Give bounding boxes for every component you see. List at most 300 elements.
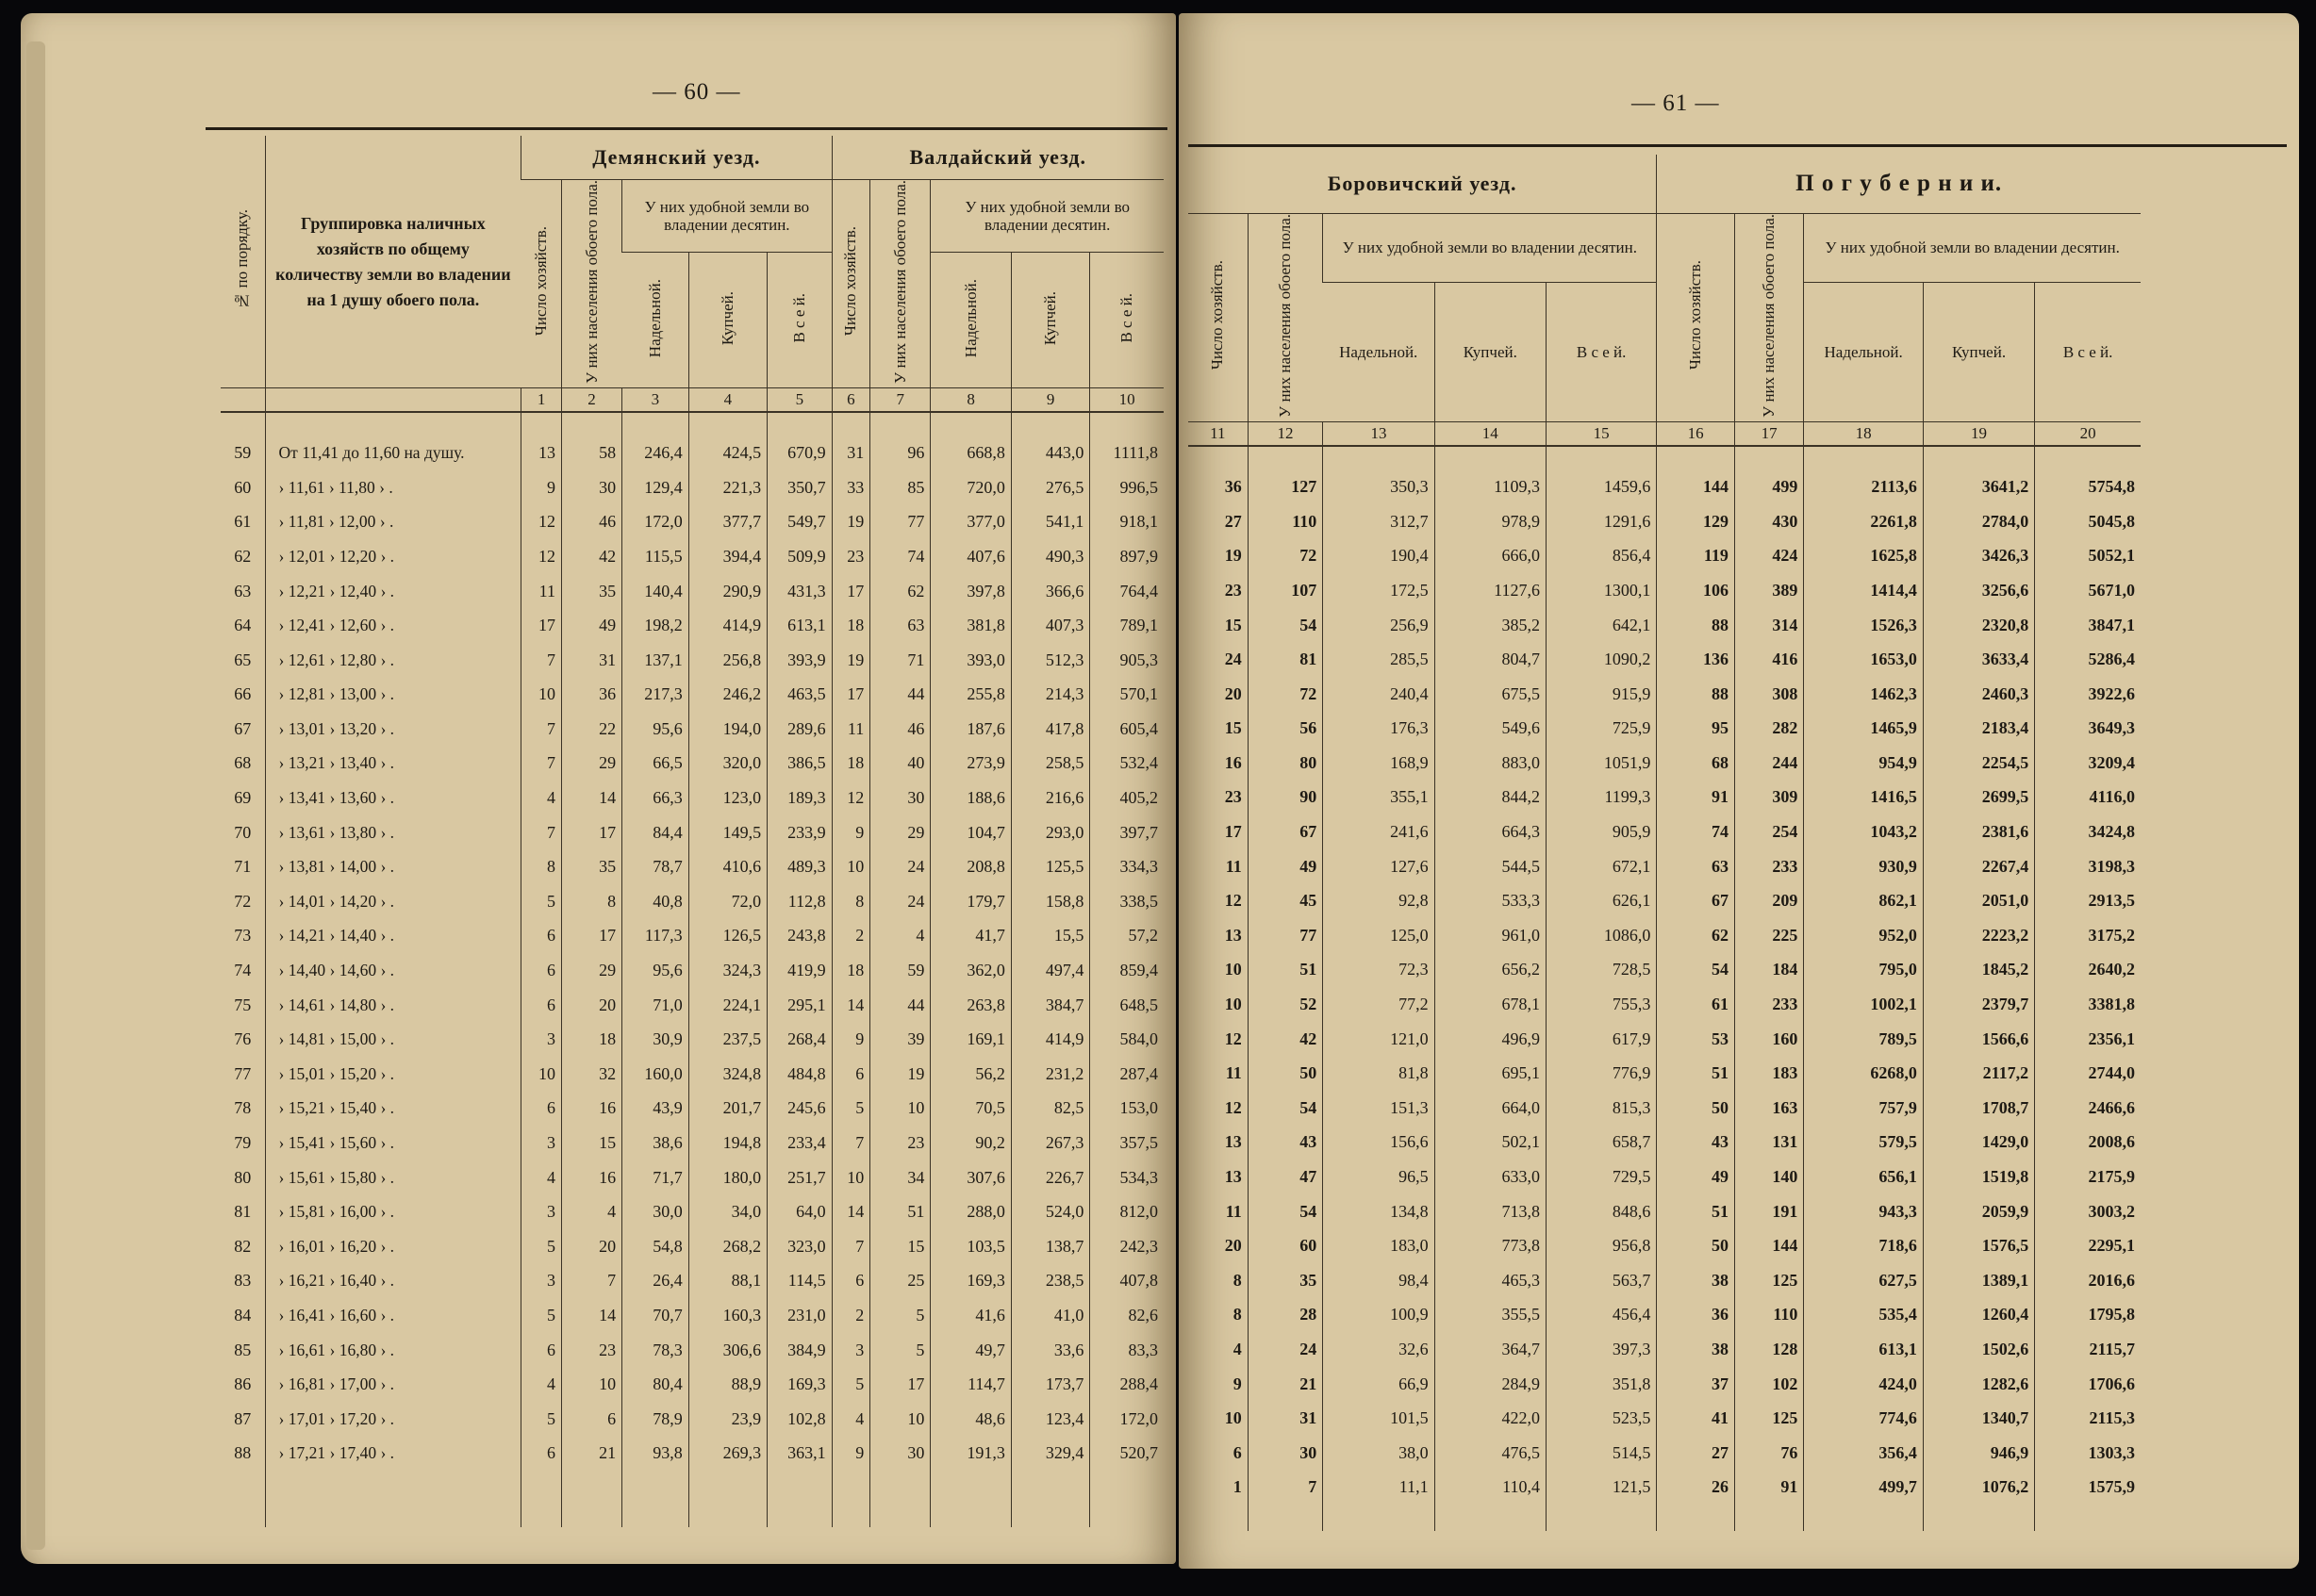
table-cell: 2 [832,919,870,954]
table-cell: 1090,2 [1546,642,1656,677]
table-cell: 773,8 [1434,1228,1546,1263]
table-row [221,539,1164,574]
table-cell: 18 [832,608,870,643]
table-cell: 5754,8 [2035,446,2141,504]
table-cell: 1502,6 [1923,1332,2034,1367]
row-group-range: › 12,01 › 12,20 › . [265,539,521,574]
table-cell: 201,7 [688,1092,767,1127]
table-cell: 8 [521,849,562,884]
table-row [221,1367,1164,1402]
table-cell: 996,5 [1090,470,1164,505]
table-cell: 243,8 [768,919,832,954]
table-cell: 49 [1248,849,1323,884]
table-row [221,747,1164,782]
statistics-table-left [221,136,1164,1527]
row-group-range: › 15,81 › 16,00 › . [265,1194,521,1229]
table-cell: 33 [832,470,870,505]
table-cell: 804,7 [1434,642,1546,677]
row-group-range: › 12,61 › 12,80 › . [265,643,521,678]
table-cell: 10 [870,1402,931,1437]
table-cell: 306,6 [688,1333,767,1368]
table-cell: 23 [832,539,870,574]
table-cell: 17 [561,815,621,850]
table-cell: 151,3 [1323,1091,1434,1126]
table-cell: 29 [561,747,621,782]
table-row [221,412,1164,470]
table-cell: 570,1 [1090,677,1164,712]
table-cell: 484,8 [768,1057,832,1092]
table-cell: 231,0 [768,1298,832,1333]
table-cell: 34 [870,1160,931,1195]
table-cell: 35 [1248,1263,1323,1298]
table-cell: 2254,5 [1923,746,2034,781]
table-cell: 44 [870,988,931,1023]
table-cell: 11 [1225,1063,1242,1083]
table-cell: 169,1 [931,1022,1012,1057]
table-cell: 10 [832,1160,870,1195]
table-row [221,1194,1164,1229]
table-cell: 2744,0 [2035,1056,2141,1091]
table-cell: 6 [832,1057,870,1092]
table-cell: 8 [832,884,870,919]
table-cell: 815,3 [1546,1091,1656,1126]
row-number: 81 [234,1202,252,1222]
row-group-range: › 15,61 › 15,80 › . [265,1160,521,1195]
table-row [1188,883,2141,918]
table-cell: 12 [1224,1097,1242,1117]
row-number: 69 [234,788,252,808]
table-cell: 12 [521,505,562,540]
table-cell: 4 [1232,1339,1242,1358]
table-cell: 6 [1232,1442,1242,1462]
row-number: 75 [234,995,252,1014]
table-cell: 534,3 [1090,1160,1164,1195]
table-cell: 42 [1248,1022,1323,1057]
table-cell: 50 [1248,1056,1323,1091]
table-cell: 897,9 [1090,539,1164,574]
table-cell: 241,6 [1323,814,1434,849]
table-cell: 499,7 [1804,1471,1923,1506]
table-cell: 523,5 [1546,1401,1656,1436]
row-group-range: › 13,61 › 13,80 › . [265,815,521,850]
table-cell: 2117,2 [1923,1056,2034,1091]
table-row [221,919,1164,954]
table-cell: 456,4 [1546,1298,1656,1333]
table-cell: 535,4 [1804,1298,1923,1333]
row-group-range: › 13,41 › 13,60 › . [265,781,521,815]
table-cell: 2115,3 [2035,1401,2141,1436]
table-cell: 140 [1734,1160,1803,1194]
table-cell: 98,4 [1323,1263,1434,1298]
table-cell: 7 [1248,1471,1323,1506]
table-cell: 169,3 [931,1264,1012,1299]
table-cell: 1576,5 [1923,1228,2034,1263]
table-row [221,712,1164,747]
table-cell: 15 [561,1126,621,1160]
table-cell: 954,9 [1804,746,1923,781]
table-cell: 757,9 [1804,1091,1923,1126]
table-cell: 127,6 [1323,849,1434,884]
table-cell: 355,1 [1323,781,1434,815]
table-cell: 2640,2 [2035,953,2141,988]
header-row-number: № по порядку. [221,136,265,388]
table-cell: 273,9 [931,747,1012,782]
row-group-range: › 17,21 › 17,40 › . [265,1437,521,1472]
table-cell: 943,3 [1804,1194,1923,1229]
table-cell: 160,3 [688,1298,767,1333]
statistics-table-right [1188,155,2141,1531]
table-cell: 1706,6 [2035,1367,2141,1402]
table-cell: 5045,8 [2035,504,2141,539]
table-cell: 1260,4 [1923,1298,2034,1333]
table-cell: 50 [1657,1091,1735,1126]
row-number: 62 [234,546,252,566]
table-row [1188,1056,2141,1091]
table-cell: 117,3 [622,919,689,954]
table-cell: 4 [521,1367,562,1402]
table-cell: 7 [832,1229,870,1264]
table-cell: 68 [1657,746,1735,781]
row-number: 83 [234,1271,252,1291]
table-cell: 179,7 [931,884,1012,919]
table-cell: 1111,8 [1090,412,1164,470]
table-cell: 53 [1657,1022,1735,1057]
row-group-range: › 14,21 › 14,40 › . [265,919,521,954]
table-cell: 3381,8 [2035,987,2141,1022]
table-cell: 14 [832,988,870,1023]
table-cell: 81,8 [1323,1056,1434,1091]
table-cell: 40,8 [622,884,689,919]
header-allotment: Надельной. [1323,283,1434,422]
table-cell: 23 [561,1333,621,1368]
table-cell: 10 [832,849,870,884]
table-cell: 4 [561,1194,621,1229]
table-cell: 50 [1657,1228,1735,1263]
header-total: В с е й. [1546,283,1656,422]
header-allotment: Надельной. [1804,283,1923,422]
table-cell: 240,4 [1323,677,1434,712]
table-cell: 51 [1657,1194,1735,1229]
table-cell: 20 [561,1229,621,1264]
row-number: 82 [234,1236,252,1256]
table-cell: 14 [561,1298,621,1333]
table-cell: 2699,5 [1923,781,2034,815]
table-cell: 191,3 [931,1437,1012,1472]
table-row [221,505,1164,540]
table-cell: 544,5 [1434,849,1546,884]
table-cell: 28 [1248,1298,1323,1333]
table-row [1188,539,2141,574]
table-cell: 533,3 [1434,883,1546,918]
table-cell: 1575,9 [2035,1471,2141,1506]
table-cell: 312,7 [1323,504,1434,539]
table-cell: 15 [1224,615,1242,634]
table-cell: 1340,7 [1923,1401,2034,1436]
table-cell: 189,3 [768,781,832,815]
table-cell: 129 [1657,504,1735,539]
table-cell: 88,1 [688,1264,767,1299]
table-cell: 414,9 [688,608,767,643]
row-number: 68 [234,753,252,773]
table-cell: 422,0 [1434,1401,1546,1436]
table-cell: 613,1 [768,608,832,643]
table-cell: 443,0 [1011,412,1089,470]
table-cell: 49 [561,608,621,643]
table-cell: 3 [521,1194,562,1229]
table-cell: 2295,1 [2035,1228,2141,1263]
row-number: 73 [234,926,252,946]
table-cell: 6 [521,919,562,954]
table-cell: 1795,8 [2035,1298,2141,1333]
table-cell: 8 [1232,1305,1242,1325]
table-cell: 36 [1224,477,1242,497]
table-cell: 114,7 [931,1367,1012,1402]
table-cell: 54 [1657,953,1735,988]
table-cell: 129,4 [622,470,689,505]
table-cell: 918,1 [1090,505,1164,540]
table-cell: 6 [521,953,562,988]
table-cell: 96,5 [1323,1160,1434,1194]
table-cell: 1708,7 [1923,1091,2034,1126]
table-cell: 407,3 [1011,608,1089,643]
table-cell: 137,1 [622,643,689,678]
table-cell: 246,4 [622,412,689,470]
table-cell: 848,6 [1546,1194,1656,1229]
table-row [1188,987,2141,1022]
table-cell: 626,1 [1546,883,1656,918]
table-cell: 2379,7 [1923,987,2034,1022]
table-row [221,677,1164,712]
table-cell: 3641,2 [1923,446,2034,504]
table-cell: 80,4 [622,1367,689,1402]
table-cell: 2223,2 [1923,918,2034,953]
table-row [1188,677,2141,712]
table-cell: 125,5 [1011,849,1089,884]
table-row [221,988,1164,1023]
header-households: Число хозяйств. [521,179,562,388]
table-row [221,1126,1164,1160]
row-group-range: › 16,41 › 16,60 › . [265,1298,521,1333]
header-households: Число хозяйств. [1657,213,1735,422]
table-cell: 60 [1248,1228,1323,1263]
row-number: 76 [234,1029,252,1049]
table-cell: 12 [1224,891,1242,911]
table-cell: 795,0 [1804,953,1923,988]
table-cell: 1076,2 [1923,1471,2034,1506]
table-cell: 664,0 [1434,1091,1546,1126]
table-cell: 9 [832,1437,870,1472]
table-cell: 66,3 [622,781,689,815]
table-cell: 3426,3 [1923,539,2034,574]
table-cell: 226,7 [1011,1160,1089,1195]
table-cell: 424,5 [688,412,767,470]
table-cell: 225 [1734,918,1803,953]
table-cell: 121,5 [1546,1471,1656,1506]
table-cell: 695,1 [1434,1056,1546,1091]
table-cell: 19 [870,1057,931,1092]
table-row [1188,608,2141,643]
header-district-borovichi: Боровичский уезд. [1188,155,1657,213]
table-cell: 158,8 [1011,884,1089,919]
table-cell: 13 [521,412,562,470]
table-cell: 9 [832,1022,870,1057]
table-cell: 72 [1248,677,1323,712]
table-cell: 541,1 [1011,505,1089,540]
table-cell: 2460,3 [1923,677,2034,712]
table-cell: 1389,1 [1923,1263,2034,1298]
table-cell: 172,0 [622,505,689,540]
table-cell: 812,0 [1090,1194,1164,1229]
table-cell: 862,1 [1804,883,1923,918]
table-cell: 307,6 [931,1160,1012,1195]
table-cell: 255,8 [931,677,1012,712]
table-cell: 78,9 [622,1402,689,1437]
table-cell: 324,8 [688,1057,767,1092]
table-cell: 88,9 [688,1367,767,1402]
table-cell: 952,0 [1804,918,1923,953]
table-cell: 54 [1248,1091,1323,1126]
table-cell: 48,6 [931,1402,1012,1437]
table-cell: 2008,6 [2035,1126,2141,1160]
table-cell: 7 [521,712,562,747]
table-cell: 9 [832,815,870,850]
table-cell: 1043,2 [1804,814,1923,849]
row-group-range: › 14,81 › 15,00 › . [265,1022,521,1057]
table-cell: 14 [832,1194,870,1229]
table-cell: 377,0 [931,505,1012,540]
table-cell: 1429,0 [1923,1126,2034,1160]
table-cell: 43 [1657,1126,1735,1160]
table-cell: 658,7 [1546,1126,1656,1160]
table-cell: 502,1 [1434,1126,1546,1160]
table-cell: 90,2 [931,1126,1012,1160]
table-cell: 289,6 [768,712,832,747]
table-cell: 24 [870,884,931,919]
row-group-range: › 16,01 › 16,20 › . [265,1229,521,1264]
table-cell: 67 [1248,814,1323,849]
table-cell: 149,5 [688,815,767,850]
table-cell: 384,9 [768,1333,832,1368]
table-cell: 172,5 [1323,573,1434,608]
table-cell: 18 [832,747,870,782]
table-cell: 32,6 [1323,1332,1434,1367]
table-cell: 72 [1248,539,1323,574]
table-cell: 10 [521,1057,562,1092]
table-row [221,1022,1164,1057]
table-row [1188,446,2141,504]
table-cell: 859,4 [1090,953,1164,988]
table-cell: 23 [1224,787,1242,807]
table-cell: 18 [832,953,870,988]
table-cell: 233 [1734,987,1803,1022]
table-cell: 2059,9 [1923,1194,2034,1229]
table-cell: 123,4 [1011,1402,1089,1437]
table-cell: 3424,8 [2035,814,2141,849]
table-cell: 17 [521,608,562,643]
table-cell: 905,9 [1546,814,1656,849]
table-cell: 187,6 [931,712,1012,747]
table-cell: 216,6 [1011,781,1089,815]
table-cell: 125,0 [1323,918,1434,953]
header-district-valday: Валдайский уезд. [832,136,1164,179]
table-cell: 2267,4 [1923,849,2034,884]
table-cell: 664,3 [1434,814,1546,849]
row-number: 84 [234,1305,252,1325]
table-cell: 627,5 [1804,1263,1923,1298]
table-cell: 463,5 [768,677,832,712]
table-cell: 43,9 [622,1092,689,1127]
table-cell: 764,4 [1090,574,1164,609]
table-row [221,1333,1164,1368]
table-row [221,1298,1164,1333]
table-row [1188,1194,2141,1229]
table-cell: 88 [1657,608,1735,643]
table-cell: 946,9 [1923,1436,2034,1471]
table-cell: 8 [561,884,621,919]
table-cell: 532,4 [1090,747,1164,782]
table-cell: 90 [1248,781,1323,815]
table-cell: 63 [870,608,931,643]
table-cell: 617,9 [1546,1022,1656,1057]
table-cell: 11 [832,712,870,747]
table-cell: 5 [521,1402,562,1437]
table-cell: 476,5 [1434,1436,1546,1471]
table-cell: 672,1 [1546,849,1656,884]
table-cell: 2113,6 [1804,446,1923,504]
table-cell: 190,4 [1323,539,1434,574]
table-cell: 194,0 [688,712,767,747]
header-households: Число хозяйств. [832,179,870,388]
table-cell: 30 [870,781,931,815]
table-cell: 88 [1657,677,1735,712]
table-cell: 416 [1734,642,1803,677]
table-cell: 233 [1734,849,1803,884]
table-cell: 666,0 [1434,539,1546,574]
table-cell: 3847,1 [2035,608,2141,643]
header-district-demyansk: Демянский уезд. [521,136,832,179]
table-cell: 91 [1657,781,1735,815]
table-cell: 668,8 [931,412,1012,470]
table-cell: 7 [832,1126,870,1160]
row-group-range: › 16,81 › 17,00 › . [265,1367,521,1402]
table-cell: 1462,3 [1804,677,1923,712]
table-cell: 13 [1224,1132,1242,1152]
table-cell: 776,9 [1546,1056,1656,1091]
table-cell: 915,9 [1546,677,1656,712]
table-cell: 81 [1248,642,1323,677]
table-cell: 729,5 [1546,1160,1656,1194]
table-cell: 263,8 [931,988,1012,1023]
table-cell: 169,3 [768,1367,832,1402]
table-cell: 329,4 [1011,1437,1089,1472]
table-cell: 30 [561,470,621,505]
table-cell: 15,5 [1011,919,1089,954]
table-cell: 656,1 [1804,1160,1923,1194]
table-cell: 642,1 [1546,608,1656,643]
column-numbers-row: 1 2 3 4 5 6 7 8 9 10 [221,388,1164,413]
table-cell: 5 [521,1229,562,1264]
table-cell: 54,8 [622,1229,689,1264]
table-cell: 364,7 [1434,1332,1546,1367]
table-cell: 27 [1657,1436,1735,1471]
table-cell: 19 [832,643,870,678]
table-cell: 3 [521,1022,562,1057]
table-cell: 499 [1734,446,1803,504]
table-cell: 31 [1248,1401,1323,1436]
table-cell: 496,9 [1434,1022,1546,1057]
table-cell: 6 [521,1092,562,1127]
table-cell: 419,9 [768,953,832,988]
